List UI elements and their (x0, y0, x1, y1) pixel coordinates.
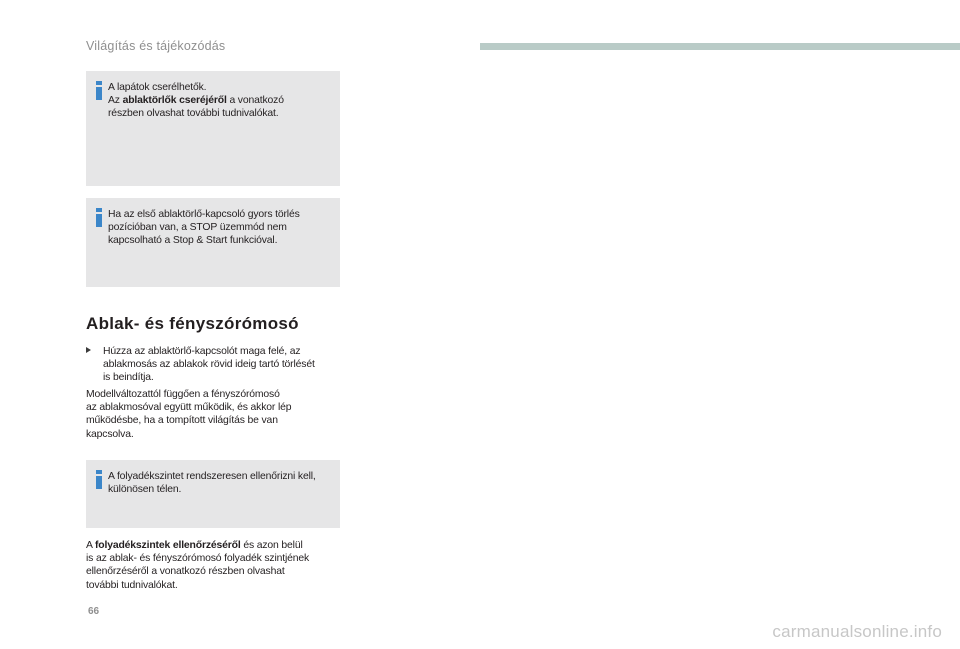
info-text (108, 81, 336, 121)
info-line: különösen télen. (108, 484, 182, 496)
info-icon (96, 208, 102, 227)
info-text (108, 470, 336, 496)
fluid-check-paragraph: A folyadékszintek ellenőrzéséről és azon belül is az ablak- és fényszórómosó folyadék szintjének ellenőrzéséről a vonatkozó részben olvashat további tudnivalókat. (86, 540, 310, 591)
headlamp-washer-paragraph: Modellváltozattól függően a fényszórómosó az ablakmosóval együtt működik, és akkor lép működésbe, ha a tompított világítás be van kapcsolva. (86, 389, 292, 440)
info-line: A lapátok cserélhetők. (108, 82, 207, 93)
info-box-stop-start (86, 198, 340, 287)
bullet-item (86, 345, 344, 385)
section-heading: Ablak- és fényszórómosó (86, 314, 299, 333)
bullet-text: Húzza az ablaktörlő-kapcsolót maga felé, az ablakmosás az ablakok rövid ideig tartó törlését is beindítja. (103, 346, 315, 384)
info-icon (96, 470, 102, 489)
page-number: 66 (88, 606, 100, 617)
bullet-arrow-icon (86, 347, 91, 353)
blade-replacement-reference: ablaktörlők cseréjéről (122, 95, 227, 107)
info-line: részben olvashat további tudnivalókat. (108, 108, 279, 120)
fluid-check-reference: folyadékszintek ellenőrzéséről (94, 540, 241, 551)
info-line: Az ablaktörlők cseréjéről a vonatkozó (108, 95, 284, 107)
info-line: A folyadékszintet rendszeresen ellenőrizni kell, (108, 471, 316, 482)
info-icon (96, 81, 102, 100)
page-header-title: Világítás és tájékozódás (86, 39, 226, 53)
watermark: carmanualsonline.info (772, 622, 942, 641)
info-line: pozícióban van, a STOP üzemmód nem (108, 222, 287, 234)
header-bar (480, 43, 960, 50)
info-box-blades (86, 71, 340, 186)
info-text (108, 208, 336, 248)
info-box-fluid-level (86, 460, 340, 528)
info-line: Ha az első ablaktörlő-kapcsoló gyors törlés (108, 209, 300, 220)
info-line: kapcsolható a Stop & Start funkcióval. (108, 235, 278, 247)
